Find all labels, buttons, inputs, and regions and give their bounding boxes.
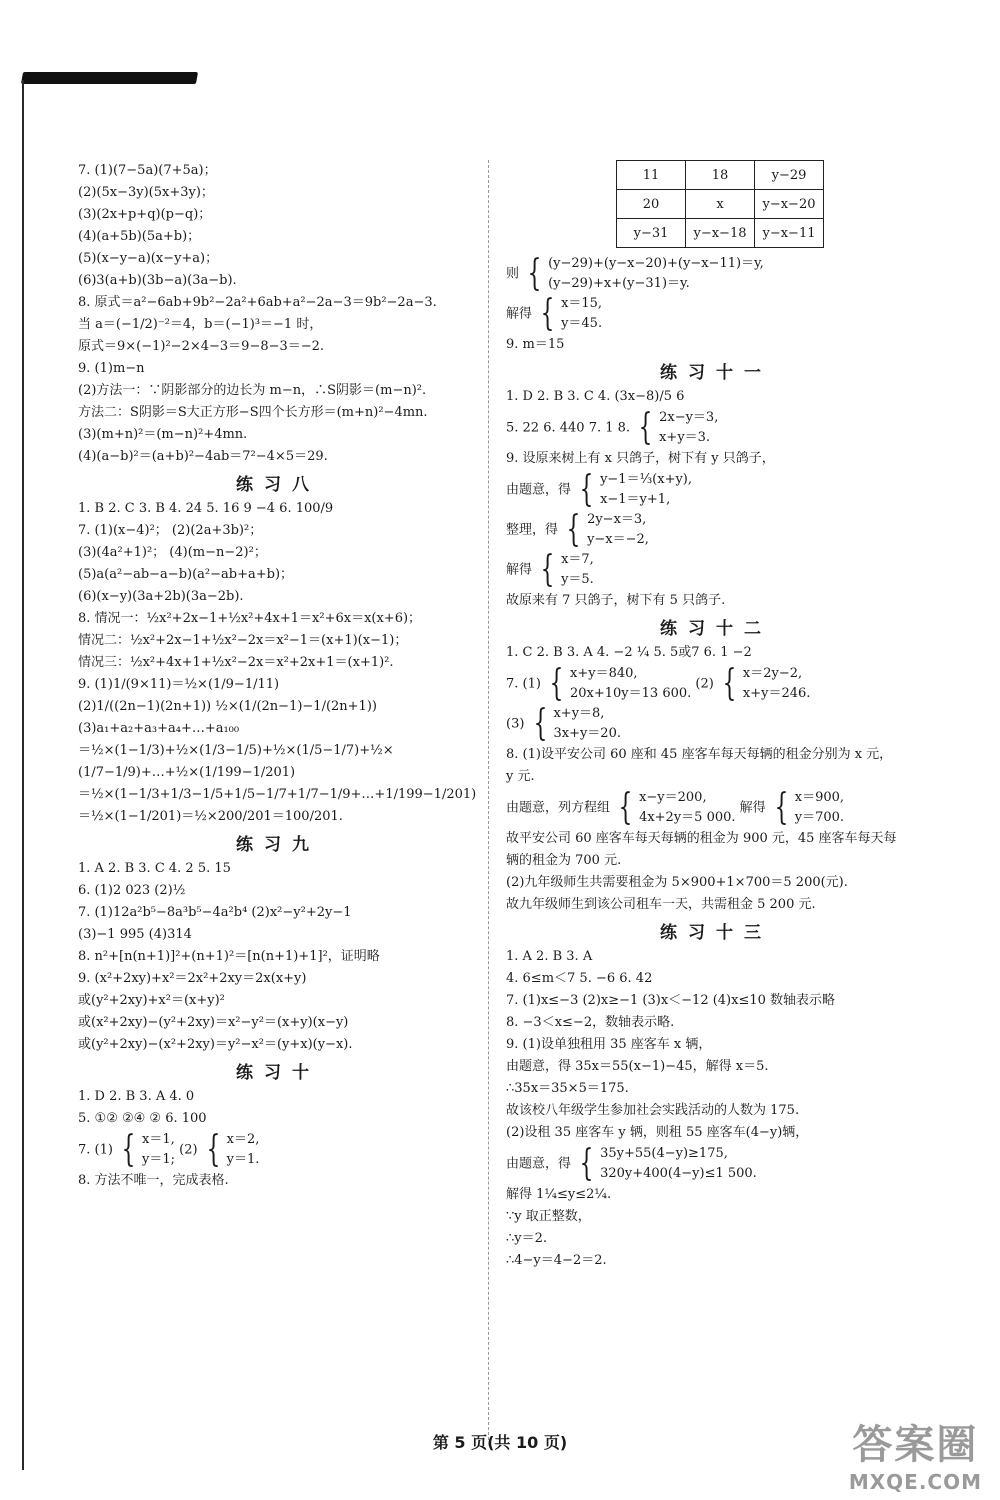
equation: 2y−x＝3,	[587, 512, 647, 527]
text: 5. 22 6. 440 7. 1 8.	[506, 420, 631, 436]
magic-square-table	[616, 160, 824, 248]
equation: x+y＝8,	[553, 706, 605, 721]
text: 由题意，得	[506, 1156, 572, 1172]
equation: y＝1;	[142, 1152, 175, 1167]
text: 7. (1)	[78, 1142, 113, 1158]
left-column	[78, 160, 478, 1192]
equation: 20x+10y＝13 600.	[570, 686, 692, 701]
answer-line: 由题意，得 35x＝55(x−1)−45，解得 x＝5.	[506, 1059, 769, 1074]
answer-line: 7. (1)(x−4)²； (2)(2a+3b)²；	[78, 523, 263, 538]
equation: x−1＝y+1,	[600, 492, 671, 507]
answer-line: 7. (1)(7−5a)(7+5a)；	[78, 163, 217, 178]
equation: x＝2y−2,	[742, 666, 803, 681]
answer-line: 7. (1)x≤−3 (2)x≥−1 (3)x＜−12 (4)x≤10 数轴表示略	[506, 993, 836, 1008]
table-row	[617, 161, 824, 190]
answer-line: 故该校八年级学生参加社会实践活动的人数为 175.	[506, 1103, 800, 1118]
answer-line: 或(y²+2xy)−(x²+2xy)＝y²−x²＝(y+x)(y−x).	[78, 1037, 353, 1052]
text: 7. (1)	[506, 676, 541, 692]
table-row	[617, 190, 824, 219]
answer-line: 方法二：S阴影＝S大正方形−S四个长方形＝(m+n)²−4mn.	[78, 405, 428, 420]
heading-exercise-8: 练习八	[236, 475, 320, 495]
equation: 320y+400(4−y)≤1 500.	[600, 1166, 757, 1181]
answer-line	[78, 1130, 478, 1170]
equation: x＝7,	[561, 552, 594, 567]
answer-line: ∴y＝2.	[506, 1231, 548, 1246]
heading-exercise-12: 练习十二	[660, 619, 772, 639]
answer-line: 8. −3＜x≤−2，数轴表示略.	[506, 1015, 675, 1030]
answer-line: (4)(a−b)²＝(a+b)²−4ab＝7²−4×5＝29.	[78, 449, 328, 464]
watermark	[849, 1413, 982, 1494]
equation: y＝1.	[226, 1152, 260, 1167]
equation: y＝700.	[794, 810, 845, 825]
equation-system: { x＝7, y＝5.	[540, 549, 594, 590]
answer-line	[506, 788, 926, 828]
answer-line	[506, 510, 926, 550]
answers-exercise-8	[78, 498, 478, 828]
answer-line	[506, 664, 926, 704]
answer-line: ∴4−y＝4−2＝2.	[506, 1253, 607, 1268]
equation-system: { x＝15, y＝45.	[540, 293, 603, 334]
equation: y＝5.	[561, 572, 594, 587]
answer-line: (5)a(a²−ab−a−b)(a²−ab+a+b)；	[78, 567, 294, 582]
equation: (y−29)+(y−x−20)+(y−x−11)＝y,	[548, 256, 764, 271]
page-number: 第 5 页(共 10 页)	[432, 1433, 568, 1452]
answer-line: 4. 6≤m＜7 5. −6 6. 42	[506, 971, 653, 986]
watermark-url: MXQE.COM	[848, 1470, 982, 1494]
equation: 35y+55(4−y)≥175,	[600, 1146, 728, 1161]
equation: y−x＝−2,	[587, 532, 649, 547]
text: 由题意，得	[506, 482, 572, 498]
answer-line: 6. (1)2 023 (2)½	[78, 883, 186, 898]
answer-line: (3)(2x+p+q)(p−q)；	[78, 207, 212, 222]
equation: (y−29)+x+(y−31)＝y.	[548, 276, 690, 291]
text: 解得	[506, 306, 533, 322]
equation: 2x−y＝3,	[659, 410, 719, 425]
watermark-logo: 答案圈	[852, 1422, 979, 1468]
answer-line: (6)3(a+b)(3b−a)(3a−b).	[78, 273, 237, 288]
answer-line	[506, 470, 926, 510]
text: 由题意，列方程组	[506, 800, 611, 816]
answers-exercise-10	[78, 1086, 478, 1130]
table-row	[617, 219, 824, 248]
top-border-bar	[21, 72, 198, 84]
answers-section-7	[78, 160, 478, 468]
answer-line: (4)(a+5b)(5a+b)；	[78, 229, 201, 244]
answer-line: 8. 情况一：½x²+2x−1+½x²+4x+1＝x²+6x＝x(x+6)；	[78, 611, 422, 626]
table-cell: 18	[686, 161, 755, 190]
table-cell: y−29	[755, 161, 824, 190]
answer-line	[506, 294, 926, 334]
equation-system: { y−1＝⅓(x+y), x−1＝y+1,	[579, 469, 693, 510]
answer-line: 8. 方法不唯一，完成表格.	[78, 1173, 229, 1188]
equation: x＝900,	[794, 790, 845, 805]
answer-line: 情况二：½x²+2x−1+½x²−2x＝x²−1＝(x+1)(x−1)；	[78, 633, 408, 648]
answer-line: 8. 原式＝a²−6ab+9b²−2a²+6ab+a²−2a−3＝9b²−2a−3.	[78, 295, 437, 310]
answer-line: 5. ①② ②④ ② 6. 100	[78, 1111, 207, 1126]
text: 整理，得	[506, 522, 559, 538]
table-cell: x	[686, 190, 755, 219]
equation: 4x+2y＝5 000.	[639, 810, 736, 825]
text: (2)	[179, 1142, 198, 1158]
equation: x＝15,	[561, 296, 603, 311]
equation-system: { 2y−x＝3, y−x＝−2,	[566, 509, 649, 550]
text: (2)	[695, 676, 714, 692]
answer-line: 故平安公司 60 座客车每天每辆的租金为 900 元，45 座客车每天每	[506, 831, 897, 846]
equation-system: { (y−29)+(y−x−20)+(y−x−11)＝y, (y−29)+x+(y−31)＝y.	[527, 253, 764, 294]
answer-line: (3)(m+n)²＝(m−n)²+4mn.	[78, 427, 248, 442]
equation-system: { x+y＝8, 3x+y＝20.	[533, 703, 621, 744]
answer-line: 或(y²+2xy)+x²＝(x+y)²	[78, 993, 225, 1008]
answer-line	[506, 408, 926, 448]
answer-line: (6)(x−y)(3a+2b)(3a−2b).	[78, 589, 244, 604]
column-divider	[488, 160, 490, 1440]
equation: x＝1,	[142, 1132, 175, 1147]
equation-system: { x＝2, y＝1.	[206, 1129, 260, 1170]
answer-line: y 元.	[506, 769, 535, 784]
answer-line: (2)(5x−3y)(5x+3y)；	[78, 185, 214, 200]
answer-line: 9. (1)m−n	[78, 361, 145, 376]
text: 解得	[739, 800, 766, 816]
answer-line: 8. (1)设平安公司 60 座和 45 座客车每天每辆的租金分别为 x 元，	[506, 747, 893, 762]
heading-exercise-10: 练习十	[236, 1063, 320, 1083]
text: (3)	[506, 716, 525, 732]
answer-line: 1. C 2. B 3. A 4. −2 ¼ 5. 5或7 6. 1 −2	[506, 645, 752, 660]
heading-exercise-13: 练习十三	[660, 923, 772, 943]
equation: x−y＝200,	[639, 790, 707, 805]
answer-line	[506, 254, 926, 294]
answer-line	[506, 704, 926, 744]
text: 解得	[506, 562, 533, 578]
answer-line: 7. (1)12a²b⁵−8a³b⁵−4a²b⁴ (2)x²−y²+2y−1	[78, 905, 352, 920]
heading-exercise-9: 练习九	[236, 835, 320, 855]
text: 则	[506, 266, 520, 282]
answer-line: (3)(4a²+1)²； (4)(m−n−2)²；	[78, 545, 267, 560]
equation: x+y＝840,	[570, 666, 638, 681]
answer-line: ＝½×(1−1/3+1/3−1/5+1/5−1/7+1/7−1/9+…+1/199−1/201)	[78, 787, 477, 802]
answer-line: (1/7−1/9)+…+½×(1/199−1/201)	[78, 765, 296, 780]
answer-line: 原式＝9×(−1)²−2×4−3＝9−8−3＝−2.	[78, 339, 325, 354]
answer-line: 8. n²+[n(n+1)]²+(n+1)²＝[n(n+1)+1]²，证明略	[78, 949, 380, 964]
margin-line	[22, 80, 24, 1470]
answer-line: 9. (1)1/(9×11)＝½×(1/9−1/11)	[78, 677, 280, 692]
equation-system: { x＝2y−2, x+y＝246.	[722, 663, 811, 704]
answer-line: 或(x²+2xy)−(y²+2xy)＝x²−y²＝(x+y)(x−y)	[78, 1015, 349, 1030]
answer-line: 辆的租金为 700 元.	[506, 853, 622, 868]
equation-system: { x＝1, y＝1;	[121, 1129, 175, 1170]
answer-line: ＝½×(1−1/3)+½×(1/3−1/5)+½×(1/5−1/7)+½×	[78, 743, 394, 758]
table-cell: y−x−20	[755, 190, 824, 219]
answer-line: ∴35x＝35×5＝175.	[506, 1081, 629, 1096]
equation: x＝2,	[226, 1132, 260, 1147]
answer-line: (2)方法一：∵阴影部分的边长为 m−n，∴S阴影＝(m−n)².	[78, 383, 427, 398]
answer-line: 情况三：½x²+4x+1+½x²−2x＝x²+2x+1＝(x+1)².	[78, 655, 394, 670]
answer-line: 9. (x²+2xy)+x²＝2x²+2xy＝2x(x+y)	[78, 971, 307, 986]
equation: y＝45.	[561, 316, 603, 331]
answer-line: 9. (1)设单独租用 35 座客车 x 辆，	[506, 1037, 712, 1052]
answer-line: 故原来有 7 只鸽子，树下有 5 只鸽子.	[506, 593, 726, 608]
answer-line: (3)−1 995 (4)314	[78, 927, 192, 942]
answer-line: (2)设租 35 座客车 y 辆，则租 55 座客车(4−y)辆，	[506, 1125, 809, 1140]
equation-system: { 2x−y＝3, x+y＝3.	[638, 407, 719, 448]
equation: 3x+y＝20.	[553, 726, 621, 741]
equation-system: { x＝900, y＝700.	[774, 787, 845, 828]
answer-line: 1. B 2. C 3. B 4. 24 5. 16 9 −4 6. 100/9	[78, 501, 334, 516]
answer-line: 解得 1¼≤y≤2¼.	[506, 1187, 612, 1202]
answer-line: 1. D 2. B 3. A 4. 0	[78, 1089, 195, 1104]
right-column	[506, 160, 926, 1272]
answer-line: 1. A 2. B 3. C 4. 2 5. 15	[78, 861, 231, 876]
answer-line: 1. D 2. B 3. C 4. (3x−8)/5 6	[506, 389, 685, 404]
answer-line: 故九年级师生到该公司租车一天，共需租金 5 200 元.	[506, 897, 816, 912]
answers-exercise-9	[78, 858, 478, 1056]
table-cell: 20	[617, 190, 686, 219]
equation: x+y＝3.	[659, 430, 711, 445]
answer-line: (2)1/((2n−1)(2n+1)) ½×(1/(2n−1)−1/(2n+1))	[78, 699, 377, 714]
equation: x+y＝246.	[742, 686, 811, 701]
equation-system: { 35y+55(4−y)≥175, 320y+400(4−y)≤1 500.	[579, 1143, 757, 1184]
answer-line: (5)(x−y−a)(x−y+a)；	[78, 251, 219, 266]
equation-system: { x−y＝200, 4x+2y＝5 000.	[618, 787, 736, 828]
answer-line: 1. A 2. B 3. A	[506, 949, 593, 964]
answer-line: 当 a＝(−1/2)⁻²＝4，b＝(−1)³＝−1 时，	[78, 317, 323, 332]
answer-line: ∵y 取正整数，	[506, 1209, 591, 1224]
table-cell: 11	[617, 161, 686, 190]
answer-line: (2)九年级师生共需要租金为 5×900+1×700＝5 200(元).	[506, 875, 848, 890]
answer-line: 9. 设原来树上有 x 只鸽子，树下有 y 只鸽子，	[506, 451, 775, 466]
table-cell: y−31	[617, 219, 686, 248]
answer-line	[506, 1144, 926, 1184]
table-cell: y−x−11	[755, 219, 824, 248]
equation-system: { x+y＝840, 20x+10y＝13 600.	[549, 663, 692, 704]
answer-line	[506, 550, 926, 590]
answer-line: ＝½×(1−1/201)＝½×200/201＝100/201.	[78, 809, 343, 824]
table-cell: y−x−18	[686, 219, 755, 248]
heading-exercise-11: 练习十一	[660, 363, 772, 383]
answer-line: 9. m＝15	[506, 337, 565, 352]
answer-line: (3)a₁+a₂+a₃+a₄+…+a₁₀₀	[78, 721, 240, 736]
equation: y−1＝⅓(x+y),	[600, 472, 693, 487]
